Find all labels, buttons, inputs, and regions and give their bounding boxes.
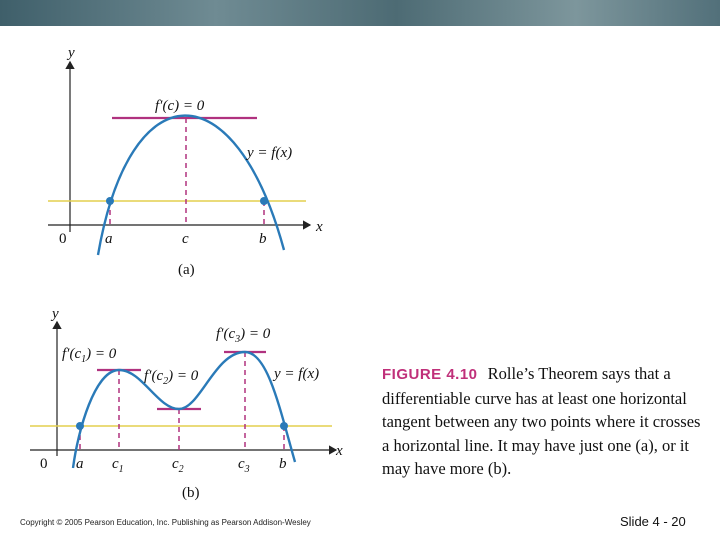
figure-b [30, 306, 343, 501]
figure-a-origin: 0 [59, 231, 67, 247]
figure-b-point-a [76, 422, 84, 430]
copyright-notice: Copyright © 2005 Pearson Education, Inc. Publishing as Pearson Addison-Wesley [20, 518, 311, 527]
figure-a-point-b [260, 197, 268, 205]
figure-a-label-c: c [182, 231, 189, 247]
figure-b-label-b: b [279, 456, 287, 472]
figure-b-tangent-c2-label: $f'(c_2) = 0$ [144, 368, 199, 387]
figure-b-y-label: y [52, 306, 59, 322]
figure-a-panel-label: (a) [178, 262, 195, 278]
figure-a [48, 45, 323, 278]
figure-a-label-b: b [259, 231, 267, 247]
figure-b-label-a: a [76, 456, 84, 472]
figure-b-point-b [280, 422, 288, 430]
figure-b-curve-label: y = f(x) [274, 366, 320, 382]
figure-a-x-label: x [316, 219, 323, 235]
figure-a-label-a: a [105, 231, 113, 247]
figure-b-origin: 0 [40, 456, 48, 472]
figure-b-label-c2: $c_2$ [172, 456, 184, 475]
figure-b-panel-label: (b) [182, 485, 200, 501]
figure-a-tangent-label: f′(c) = 0 [155, 98, 205, 114]
figure-b-label-c1: $c_1$ [112, 456, 124, 475]
figure-caption [382, 362, 702, 481]
caption-text: Rolle’s Theorem says that a differentiable curve has at least one horizontal tangent between any two points where it crosses a horizontal line. It may have just one (a), or it may have more (b). [382, 364, 701, 478]
figure-number: FIGURE 4.10 [382, 366, 478, 383]
figure-a-y-label: y [68, 45, 75, 61]
slide-number: Slide 4 - 20 [620, 514, 686, 529]
figure-b-tangent-c1-label: $f'(c_1) = 0$ [62, 346, 117, 365]
figure-b-tangent-c3-label: $f'(c_3) = 0$ [216, 326, 271, 345]
figure-a-curve-label: y = f(x) [247, 145, 293, 161]
figure-b-x-label: x [336, 443, 343, 459]
figure-a-point-a [106, 197, 114, 205]
figure-a-curve [98, 116, 284, 255]
figure-b-label-c3: $c_3$ [238, 456, 250, 475]
